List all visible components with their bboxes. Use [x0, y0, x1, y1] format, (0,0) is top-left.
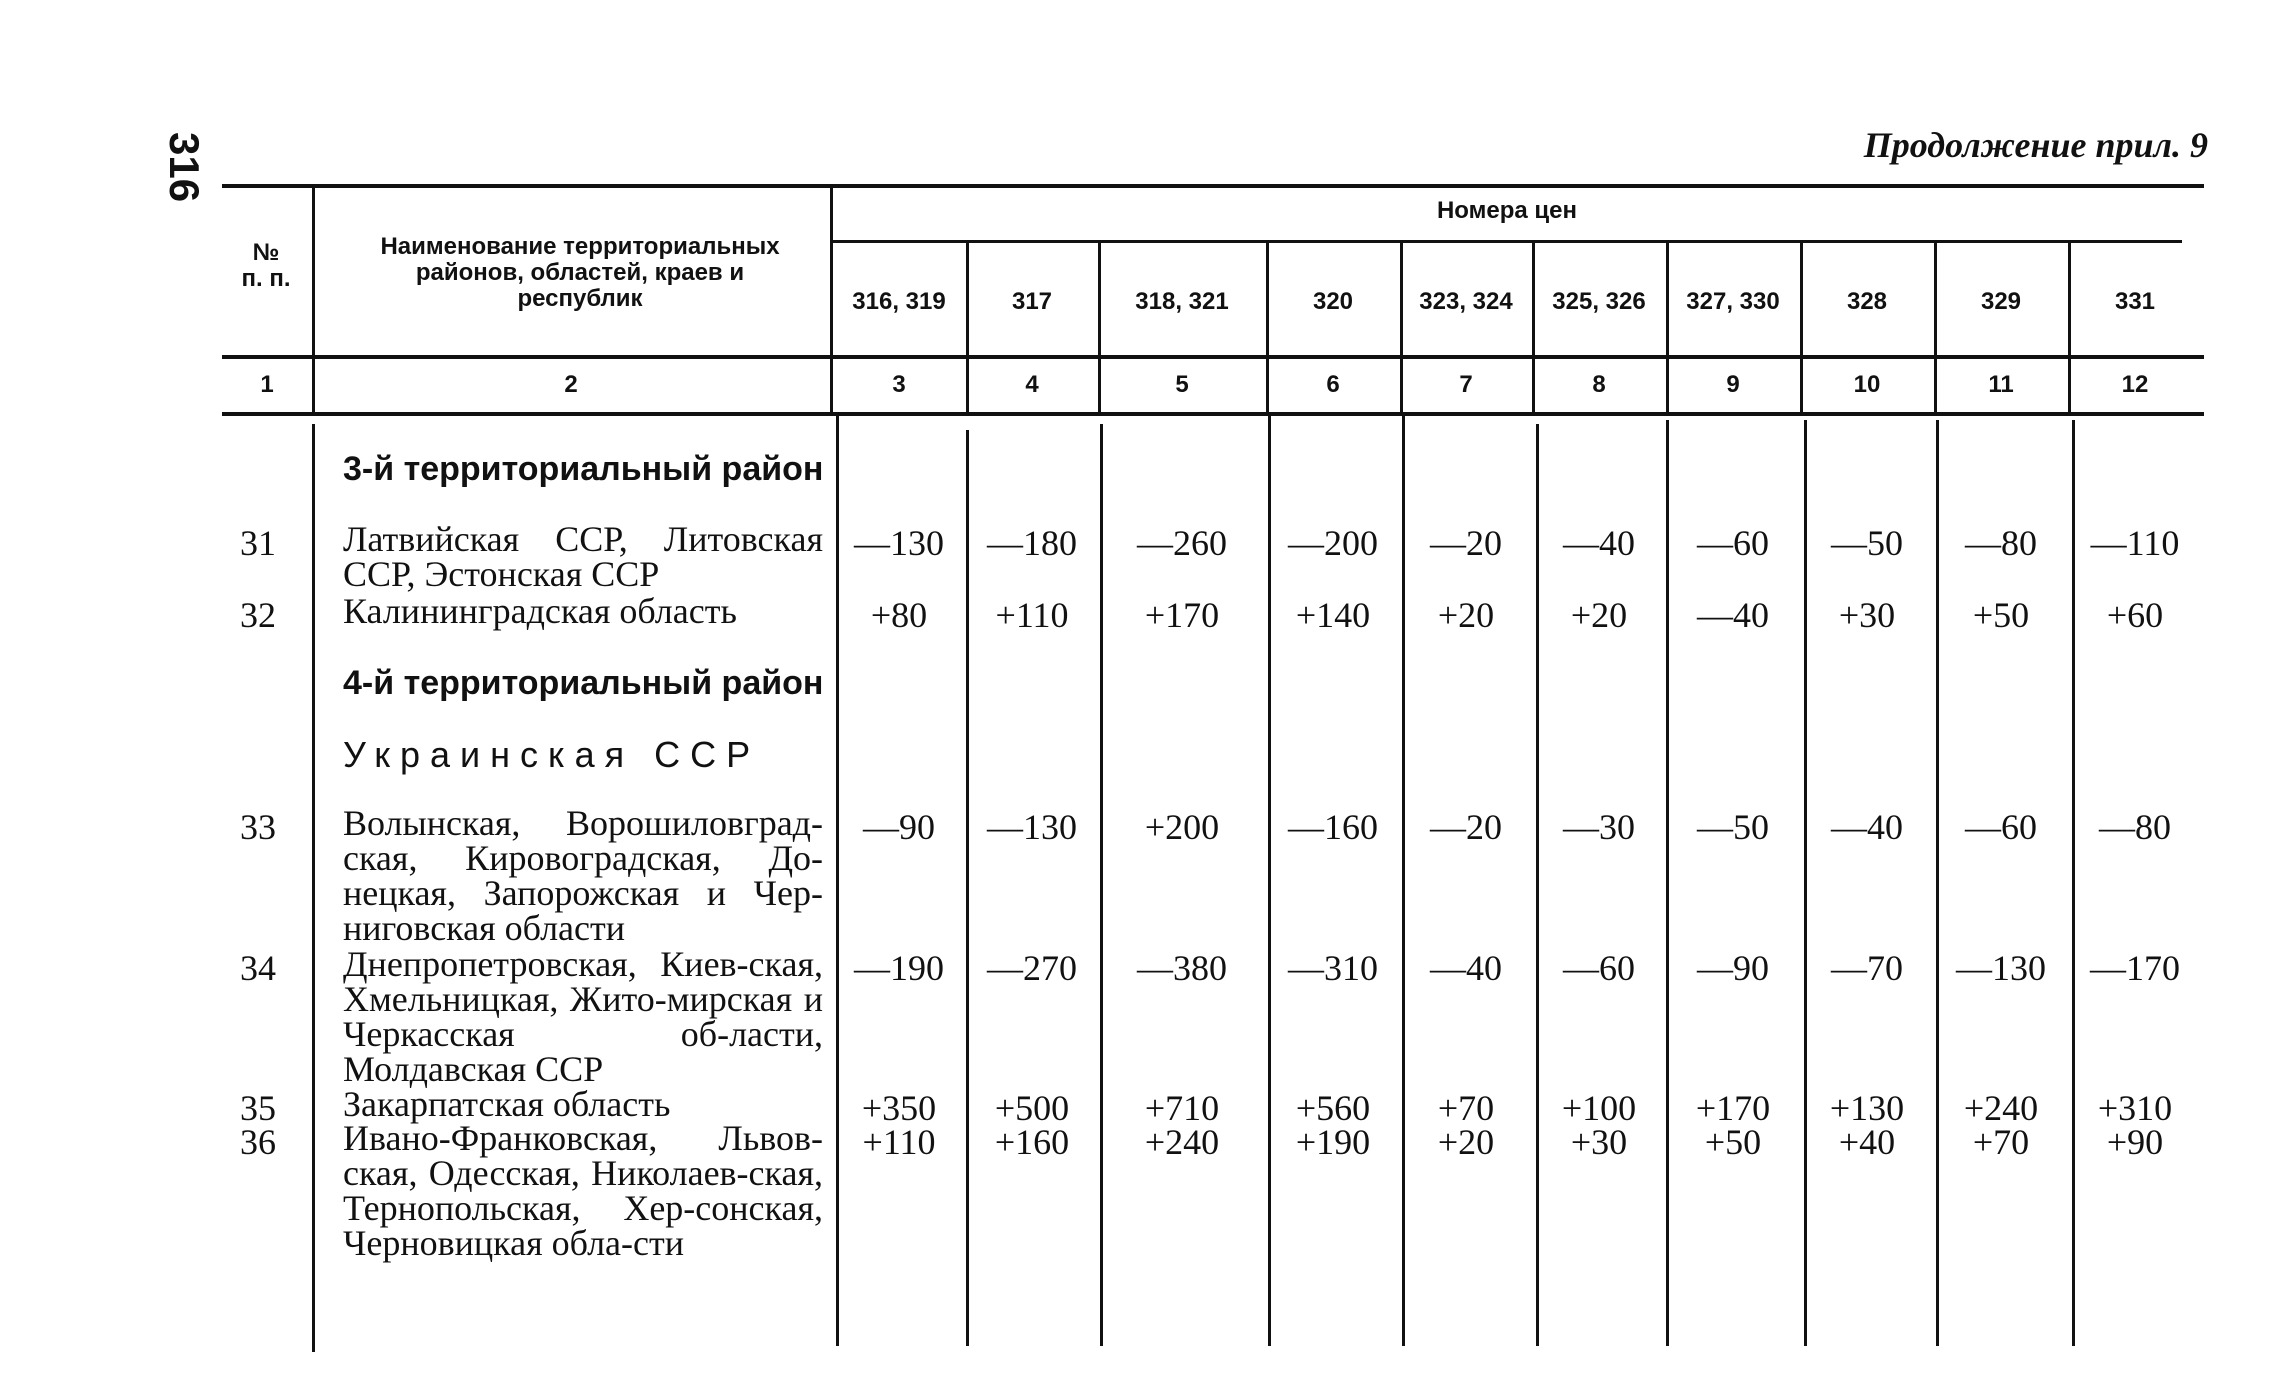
price-delta-cell: —200 [1288, 523, 1378, 563]
price-delta-cell: +30 [1838, 595, 1896, 635]
price-delta-cell: +190 [1295, 1122, 1371, 1162]
page-number: 316 [161, 132, 208, 203]
price-delta-cell: —130 [854, 523, 944, 563]
price-delta-cell: —40 [1831, 807, 1903, 847]
price-delta-cell: —40 [1430, 948, 1502, 988]
price-delta-cell: +50 [1972, 595, 2030, 635]
price-delta-cell: +70 [1972, 1122, 2030, 1162]
price-delta-cell: +130 [1829, 1088, 1905, 1128]
price-delta-cell: +170 [1144, 595, 1220, 635]
price-delta-cell: +30 [1570, 1122, 1628, 1162]
col-number: 11 [1988, 371, 2014, 398]
col-number: 5 [1175, 371, 1189, 398]
price-delta-cell: —130 [987, 807, 1077, 847]
price-delta-cell: —20 [1430, 523, 1502, 563]
header-col-name: Наименование территориальных районов, областей, краев и республик [380, 233, 780, 312]
row-number: 31 [240, 523, 276, 563]
price-delta-cell: —60 [1965, 807, 2037, 847]
price-delta-cell: —20 [1430, 807, 1502, 847]
price-delta-cell: —110 [2090, 523, 2180, 563]
price-delta-cell: +500 [994, 1088, 1070, 1128]
price-delta-cell: —130 [1956, 948, 2046, 988]
price-delta-cell: +40 [1838, 1122, 1896, 1162]
price-delta-cell: —40 [1563, 523, 1635, 563]
price-delta-cell: —60 [1697, 523, 1769, 563]
price-delta-cell: —90 [1697, 948, 1769, 988]
price-delta-cell: —60 [1563, 948, 1635, 988]
price-delta-cell: —270 [987, 948, 1077, 988]
price-delta-cell: —50 [1697, 807, 1769, 847]
row-number: 33 [240, 807, 276, 847]
section-heading-4: 4-й территориальный район [343, 664, 824, 702]
price-delta-cell: +140 [1295, 595, 1371, 635]
price-delta-cell: —50 [1831, 523, 1903, 563]
price-delta-cell: +160 [994, 1122, 1070, 1162]
price-col-label: 317 [1011, 288, 1053, 315]
price-col-label: 318, 321 [1135, 288, 1229, 315]
price-delta-cell: +50 [1704, 1122, 1762, 1162]
row-number: 36 [240, 1122, 276, 1162]
price-delta-cell: —80 [1965, 523, 2037, 563]
price-delta-cell: +240 [1144, 1122, 1220, 1162]
header-prices-group: Номера цен [1436, 197, 1578, 224]
col-number: 7 [1459, 371, 1473, 398]
price-delta-cell: +710 [1144, 1088, 1220, 1128]
col-number: 8 [1592, 371, 1606, 398]
price-delta-cell: +170 [1695, 1088, 1771, 1128]
price-delta-cell: —30 [1563, 807, 1635, 847]
price-delta-cell: +60 [2106, 595, 2164, 635]
section-heading-3: 3-й территориальный район [343, 450, 824, 488]
price-delta-cell: —80 [2099, 807, 2171, 847]
header-bottom-rule [222, 355, 2204, 359]
col-number: 12 [2121, 371, 2149, 398]
price-col-label: 327, 330 [1686, 288, 1780, 315]
price-delta-cell: +20 [1570, 595, 1628, 635]
row-name: Ивано-Франковская, Львов-ская, Одесская, Николаев-ская, Тернопольская, Хер-сонская, Черновицкая обла-сти [343, 1118, 823, 1263]
price-col-label: 316, 319 [852, 288, 946, 315]
row-number: 35 [240, 1088, 276, 1128]
price-delta-cell: +200 [1144, 807, 1220, 847]
colnum-bottom-rule [222, 412, 2204, 416]
price-delta-cell: +80 [870, 595, 928, 635]
price-delta-cell: +20 [1437, 1122, 1495, 1162]
price-delta-cell: +90 [2106, 1122, 2164, 1162]
row-number: 32 [240, 595, 276, 635]
price-delta-cell: +20 [1437, 595, 1495, 635]
col-number: 9 [1726, 371, 1740, 398]
price-delta-cell: —70 [1831, 948, 1903, 988]
price-delta-cell: —380 [1137, 948, 1227, 988]
price-col-label: 320 [1312, 288, 1354, 315]
price-col-label: 323, 324 [1419, 288, 1513, 315]
price-delta-cell: +310 [2097, 1088, 2173, 1128]
row-name: Латвийская ССР, Литовская ССР, Эстонская ССР [343, 519, 823, 594]
table-top-rule [222, 184, 2204, 188]
row-name: Закарпатская область [343, 1084, 671, 1124]
row-number: 34 [240, 948, 276, 988]
price-delta-cell: +110 [862, 1122, 936, 1162]
col-number: 6 [1326, 371, 1340, 398]
col-number: 2 [564, 371, 578, 398]
price-col-label: 328 [1846, 288, 1888, 315]
price-col-label: 325, 326 [1552, 288, 1646, 315]
col-number: 1 [260, 371, 274, 398]
price-delta-cell: —90 [863, 807, 935, 847]
price-delta-cell: —180 [987, 523, 1077, 563]
price-delta-cell: —310 [1288, 948, 1378, 988]
price-delta-cell: +110 [995, 595, 1069, 635]
price-col-label: 329 [1980, 288, 2022, 315]
price-delta-cell: +240 [1963, 1088, 2039, 1128]
price-delta-cell: —260 [1137, 523, 1227, 563]
header-col-no: № п. п. [241, 239, 291, 292]
col-number: 3 [892, 371, 906, 398]
row-name: Калининградская область [343, 591, 737, 631]
price-delta-cell: +100 [1561, 1088, 1637, 1128]
row-name: Днепропетровская, Киев-ская, Хмельницкая, Жито-мирская и Черкасская об-ласти, Молдавская ССР [343, 944, 823, 1089]
price-delta-cell: +70 [1437, 1088, 1495, 1128]
col-number: 10 [1853, 371, 1881, 398]
prices-group-rule [832, 240, 2182, 243]
price-col-label: 331 [2114, 288, 2156, 315]
price-delta-cell: +560 [1295, 1088, 1371, 1128]
price-delta-cell: +350 [861, 1088, 937, 1128]
price-delta-cell: —170 [2090, 948, 2180, 988]
col-number: 4 [1025, 371, 1039, 398]
row-name: Волынская, Ворошиловград-ская, Кировоградская, До-нецкая, Запорожская и Чер-ниговская области [343, 803, 823, 948]
continuation-caption: Продолжение прил. 9 [1863, 125, 2208, 165]
republic-heading: Украинская ССР [343, 734, 761, 775]
price-delta-cell: —190 [854, 948, 944, 988]
price-delta-cell: —160 [1288, 807, 1378, 847]
price-delta-cell: —40 [1697, 595, 1769, 635]
